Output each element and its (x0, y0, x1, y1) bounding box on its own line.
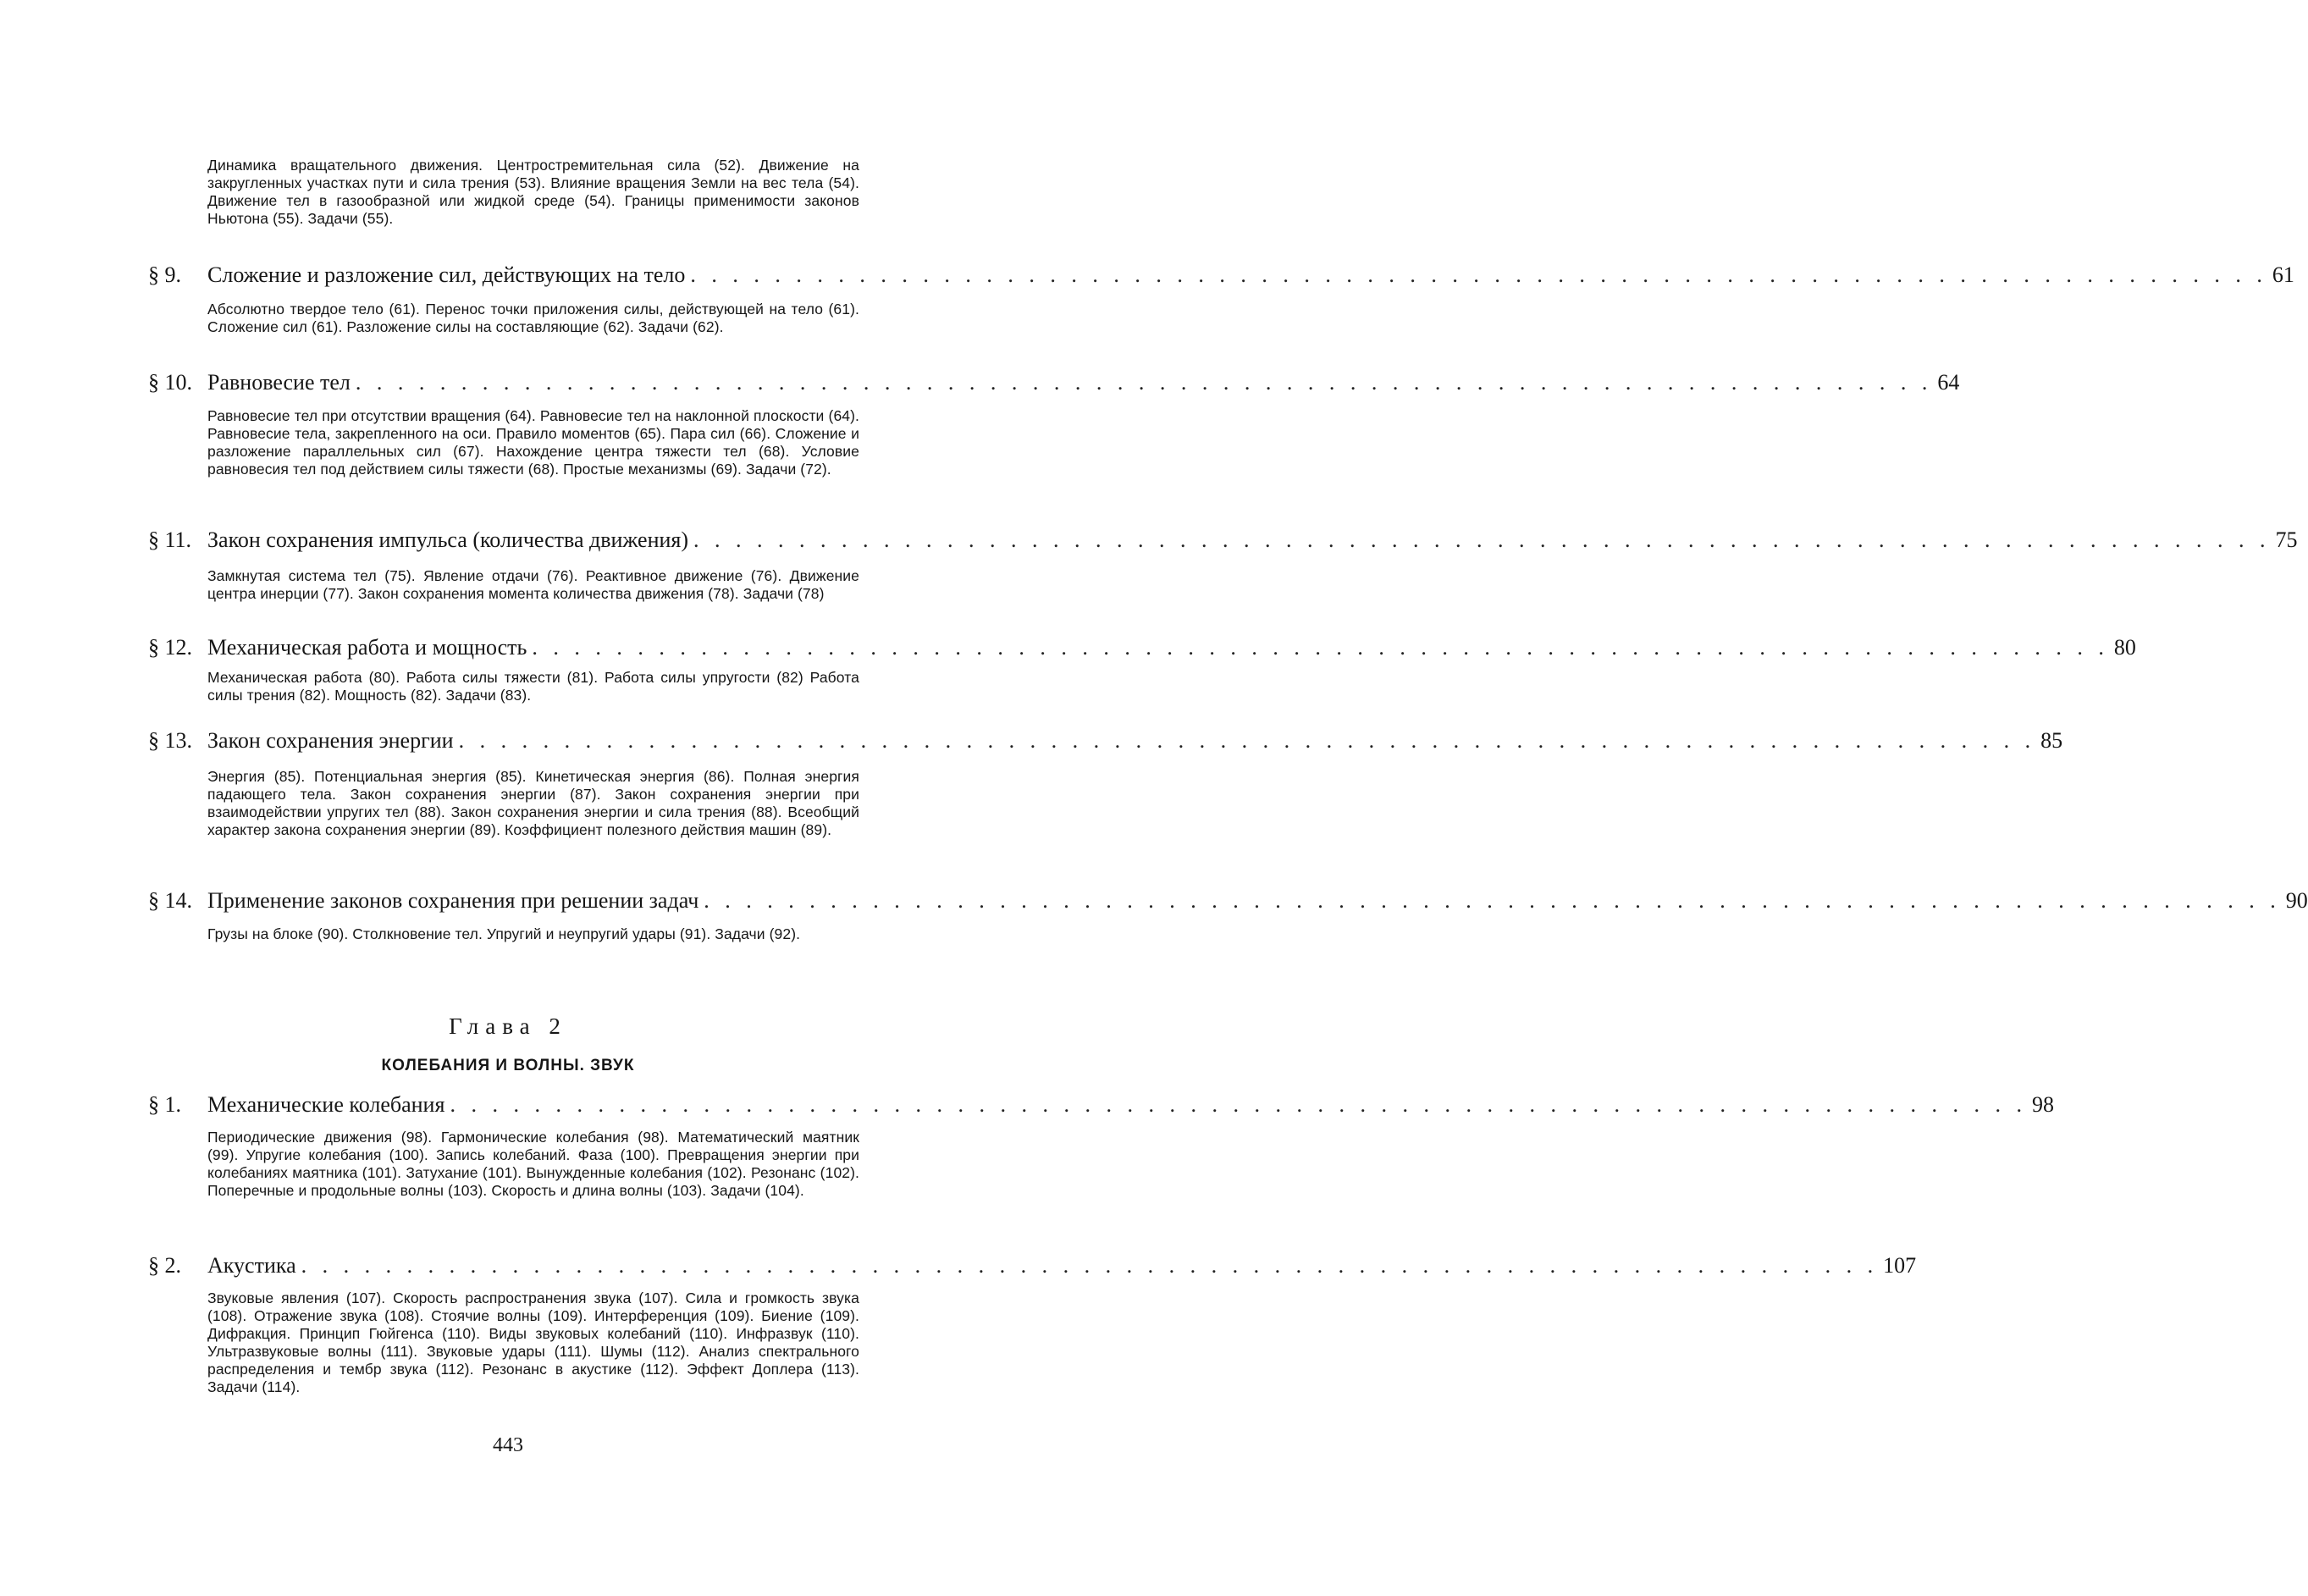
toc-entry-14 (148, 887, 2308, 914)
section-title: Механические колебания (207, 1092, 445, 1117)
section-page: 98 (2031, 1092, 2054, 1117)
section-page: 64 (1937, 370, 1960, 395)
section-title: Механическая работа и мощность (207, 635, 527, 660)
section-description: Равновесие тел при отсутствии вращения (64). Равновесие тел на наклонной плоскости (64). Равновесие тела, закрепленного на оси. Правило моментов (65). Пара сил (66). Сложение и разложение параллельных сил (67). Нахождение центра тяжести тел (68). Условие равновесия тел под действием силы тяжести (68). Простые механизмы (69). Задачи (72). (207, 407, 859, 478)
section-page: 90 (2285, 888, 2308, 913)
section-description: Замкнутая система тел (75). Явление отдачи (76). Реактивное движение (76). Движение центра инерции (77). Закон сохранения момента количества движения (78). Задачи (78) (207, 567, 859, 602)
leader-dots (688, 527, 2276, 554)
section-page: 75 (2275, 527, 2298, 552)
section-number: § 10. (148, 370, 192, 395)
leader-dots (685, 262, 2272, 289)
leader-dots (296, 1252, 1884, 1279)
section-number: § 11. (148, 527, 192, 552)
section-description: Звуковые явления (107). Скорость распространения звука (107). Сила и громкость звука (108). Отражение звука (108). Стоячие волны (109). Интерференция (109). Биение (109). Дифракция. Принцип Гюйгенса (110). Виды звуковых колебаний (110). Инфразвук (110). Ультразвуковые волны (111). Звуковые удары (111). Шумы (112). Анализ спектрального распределения и тембр звука (112). Резонанс в акустике (112). Эффект Доплера (113). Задачи (114). (207, 1290, 859, 1395)
leader-dots (698, 887, 2286, 914)
section-description: Периодические движения (98). Гармонические колебания (98). Математический маятник (99). Упругие колебания (100). Запись колебаний. Фаза (100). Превращения энергии при колебаниях маятника (101). Затухание (101). Вынужденные колебания (102). Резонанс (102). Поперечные и продольные волны (103). Скорость и длина волны (103). Задачи (104). (207, 1129, 859, 1199)
section-description: Грузы на блоке (90). Столкновение тел. Упругий и неупругий удары (91). Задачи (92). (207, 925, 801, 942)
section-title: Закон сохранения энергии (207, 728, 454, 753)
section-description: Механическая работа (80). Работа силы тяжести (81). Работа силы упругости (82) Работа силы трения (82). Мощность (82). Задачи (83). (207, 669, 859, 704)
section-number: § 9. (148, 262, 181, 287)
toc-entry-13 (148, 727, 2063, 754)
section-description: Энергия (85). Потенциальная энергия (85). Кинетическая энергия (86). Полная энергия падающего тела. Закон сохранения энергии (87). Закон сохранения энергии при взаимодействии упругих тел (88). Закон сохранения энергии и сила трения (88). Всеобщий характер закона сохранения энергии (89). Коэффициент полезного действия машин (89). (207, 768, 859, 838)
leader-dots (454, 727, 2041, 754)
section-title: Акустика (207, 1253, 296, 1278)
page-number: 443 (493, 1434, 523, 1456)
toc-entry-ch2-2 (148, 1252, 1917, 1279)
section-title: Сложение и разложение сил, действующих на тело (207, 262, 686, 287)
intro-description: Динамика вращательного движения. Центростремительная сила (52). Движение на закругленных участках пути и сила трения (53). Влияние вращения Земли на вес тела (54). Движение тел в газообразной или жидкой среде (54). Границы применимости законов Ньютона (55). Задачи (55). (207, 157, 859, 227)
chapter-heading: Глава 2 (449, 1013, 567, 1039)
section-page: 85 (2040, 728, 2063, 753)
section-number: § 12. (148, 635, 192, 660)
toc-entry-9 (148, 262, 2294, 289)
leader-dots (527, 634, 2114, 661)
section-number: § 14. (148, 888, 192, 913)
section-title: Равновесие тел (207, 370, 351, 395)
chapter-title: КОЛЕБАНИЯ И ВОЛНЫ. ЗВУК (381, 1057, 635, 1074)
section-page: 107 (1883, 1253, 1917, 1278)
leader-dots (444, 1091, 2032, 1118)
section-description: Абсолютно твердое тело (61). Перенос точки приложения силы, действующей на тело (61). Сложение сил (61). Разложение силы на составляющие (62). Задачи (62). (207, 301, 859, 335)
section-number: § 2. (148, 1253, 181, 1278)
section-title: Закон сохранения импульса (количества движения) (207, 527, 689, 552)
section-title: Применение законов сохранения при решении задач (207, 888, 699, 913)
toc-entry-11 (148, 527, 2298, 554)
section-page: 80 (2113, 635, 2136, 660)
toc-entry-12 (148, 634, 2136, 661)
toc-entry-10 (148, 369, 1960, 396)
section-number: § 13. (148, 728, 192, 753)
leader-dots (351, 369, 1938, 396)
section-page: 61 (2272, 262, 2294, 287)
section-number: § 1. (148, 1092, 181, 1117)
toc-entry-ch2-1 (148, 1091, 2054, 1118)
